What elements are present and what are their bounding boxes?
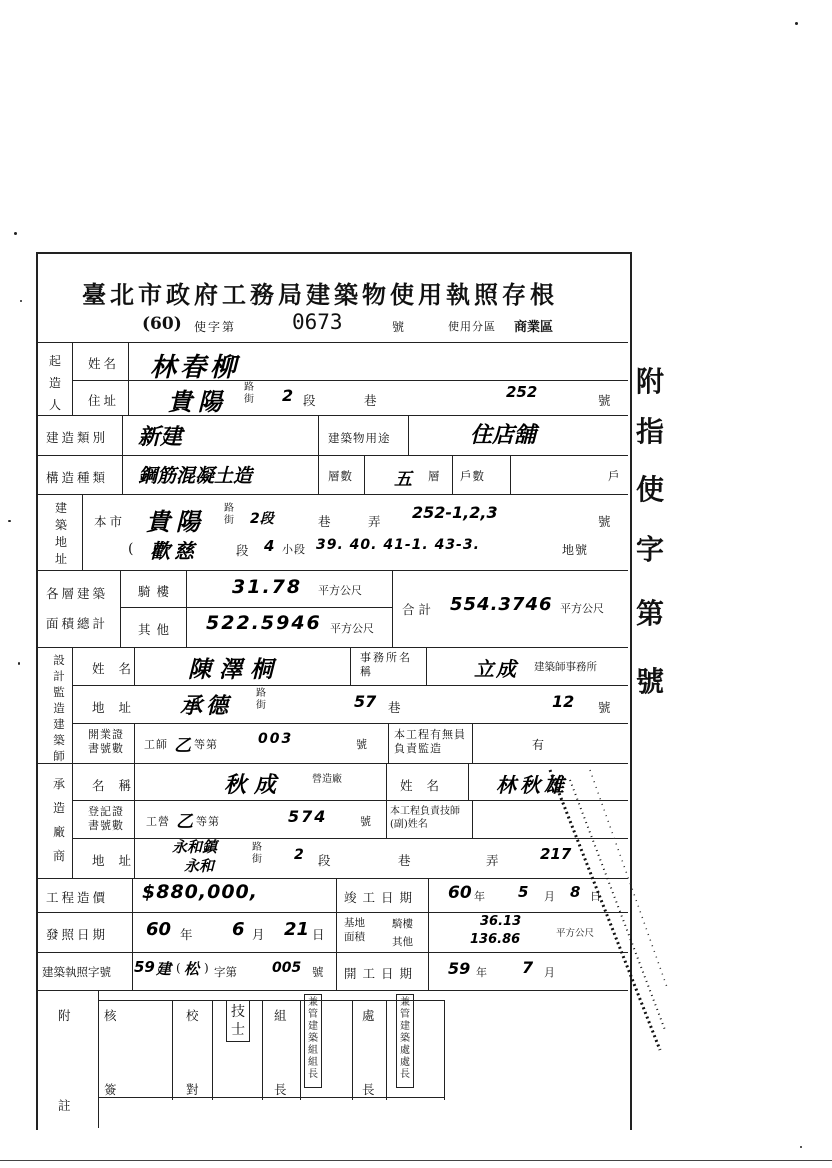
applicant-number-label: 號 <box>598 393 614 408</box>
margin-glyph-4: 第 <box>636 597 665 630</box>
build-permit-year: 59 <box>134 958 155 976</box>
arcade-label: 騎樓 <box>138 584 176 599</box>
applicant-road-label: 路街 <box>244 382 254 405</box>
other-unit: 平方公尺 <box>330 622 374 635</box>
license-number: 003 <box>258 731 294 747</box>
stamp-section-chief: 兼管建築組組長 <box>304 994 322 1088</box>
floors-value: 五 <box>394 469 412 490</box>
total-unit: 平方公尺 <box>560 602 604 615</box>
permit-number: 0673 <box>292 310 343 334</box>
subsection-value: 4 <box>264 537 275 555</box>
completion-day: 8 <box>570 883 581 901</box>
other-label: 其他 <box>138 622 176 637</box>
license-grade: 乙 <box>174 736 191 756</box>
site-area-label: 基地面積 <box>344 917 365 943</box>
applicant-section: 2 <box>282 386 294 405</box>
contractor-section-label: 承造廠商 <box>52 777 65 863</box>
office-suffix: 建築師事務所 <box>534 661 597 673</box>
issue-month: 6 <box>232 919 245 940</box>
architect-number-label: 號 <box>598 700 614 715</box>
completion-year: 60 <box>448 883 472 903</box>
license-label: 開業證書號數 <box>88 728 124 755</box>
approval-col3-bottom: 長 <box>274 1082 290 1097</box>
reg-label: 登記證書號數 <box>88 805 124 832</box>
structure-value: 鋼筋混凝土造 <box>138 465 253 487</box>
build-permit-type: 建 <box>156 960 172 978</box>
site-arcade-label: 騎樓 <box>392 918 413 930</box>
reg-text: 等第 <box>196 815 220 828</box>
margin-glyph-2: 使 <box>636 473 665 506</box>
license-suffix: 號 <box>356 738 370 751</box>
reg-prefix: 工營 <box>146 815 170 828</box>
approval-col1-top: 核 <box>104 1008 120 1023</box>
approval-col4-top: 處 <box>362 1008 378 1023</box>
start-year-unit: 年 <box>476 966 490 979</box>
issue-year-unit: 年 <box>180 927 196 942</box>
contractor-number: 217 <box>540 845 572 863</box>
build-permit-suffix: 號 <box>312 965 327 979</box>
address-alley-label: 弄 <box>368 514 384 529</box>
architect-lane-label: 巷 <box>388 700 404 715</box>
start-year: 59 <box>448 959 471 978</box>
margin-glyph-3: 字 <box>636 533 665 566</box>
approval-col1-bottom: 簽 <box>104 1082 120 1097</box>
permit-year: (60) <box>142 314 182 334</box>
structure-label: 構造種類 <box>46 470 109 485</box>
subsection-label: 小段 <box>282 543 306 556</box>
stamp-technician: 技士 <box>226 1000 250 1042</box>
floors-unit: 層 <box>428 469 443 483</box>
permit-prefix: 使字第 <box>194 320 237 334</box>
office-value: 立成 <box>474 657 518 681</box>
office-label: 事務所名稱 <box>360 651 412 678</box>
permit-suffix: 號 <box>392 320 405 334</box>
total-label: 合計 <box>402 602 436 617</box>
completion-month: 5 <box>518 883 529 901</box>
site-area-unit: 平方公尺 <box>556 928 595 939</box>
cost-value: $880,000, <box>142 881 258 903</box>
reg-grade: 乙 <box>176 812 193 832</box>
margin-glyph-5: 號 <box>636 665 665 698</box>
applicant-number: 252 <box>506 383 538 401</box>
area-label-bottom: 面積總計 <box>46 616 109 631</box>
supervise-value: 有 <box>532 738 548 752</box>
issue-month-unit: 月 <box>252 927 268 942</box>
category-label: 建造類別 <box>46 430 109 445</box>
issue-day: 21 <box>284 919 310 940</box>
form-title: 臺北市政府工務局建築物使用執照存根 <box>82 280 558 309</box>
contractor-name-label: 名稱 <box>92 778 146 793</box>
margin-glyph-1: 指 <box>636 415 665 448</box>
building-address-label: 建築地址 <box>54 501 67 566</box>
completion-year-unit: 年 <box>474 890 488 903</box>
site-arcade-value: 36.13 <box>480 914 522 929</box>
households-label: 戶數 <box>460 469 485 483</box>
contractor-alley-label: 弄 <box>486 853 502 868</box>
issue-day-unit: 日 <box>312 927 328 942</box>
lots-value: 39. 40. 41-1. 43-3. <box>316 537 480 553</box>
contractor-person-label: 姓名 <box>400 778 454 793</box>
households-value: 戶 <box>608 469 623 483</box>
approval-col2-top: 校 <box>186 1008 202 1023</box>
architect-section-label: 設計監造建築師 <box>53 653 65 763</box>
contractor-road-label: 路街 <box>252 842 262 865</box>
address-section: 2段 <box>250 511 274 527</box>
stamp-director: 兼管建築處處長 <box>396 994 414 1088</box>
applicant-street: 貴陽 <box>168 388 228 416</box>
architect-lane: 57 <box>354 692 377 711</box>
zone-value: 商業區 <box>514 320 554 335</box>
contractor-town: 永和鎮 <box>172 838 218 856</box>
notes-label-top: 附 <box>58 1008 74 1023</box>
contractor-address-label: 地址 <box>92 853 146 868</box>
city-label: 本市 <box>94 514 126 529</box>
use-label: 建築物用途 <box>328 431 391 445</box>
arcade-value: 31.78 <box>232 576 303 598</box>
applicant-lane-label: 巷 <box>364 393 380 408</box>
reg-suffix: 號 <box>360 815 374 828</box>
contractor-lane-label: 巷 <box>398 853 414 868</box>
contractor-person-value: 林秋雄 <box>496 773 568 797</box>
address-number: 252-1,2,3 <box>412 503 498 522</box>
address-number-label: 號 <box>598 514 614 529</box>
license-prefix: 工師 <box>144 738 168 751</box>
completion-day-unit: 日 <box>590 890 604 903</box>
reg-number: 574 <box>288 807 328 826</box>
completion-month-unit: 月 <box>544 890 558 903</box>
build-permit-label: 建築執照字號 <box>42 965 111 979</box>
license-text: 等第 <box>194 738 218 751</box>
arcade-unit: 平方公尺 <box>318 584 362 597</box>
applicant-name-value: 林春柳 <box>150 353 241 383</box>
margin-glyph-0: 附 <box>636 365 665 398</box>
approval-col3-top: 組 <box>274 1008 290 1023</box>
address-street: 貴陽 <box>146 508 206 536</box>
district-value: 歡慈 <box>150 539 198 563</box>
contractor-street: 永和 <box>184 857 215 875</box>
use-value: 住店舖 <box>470 423 537 448</box>
site-other-value: 136.86 <box>470 932 521 947</box>
category-value: 新建 <box>138 425 183 450</box>
other-value: 522.5946 <box>206 612 322 634</box>
supervise-label: 本工程有無員負責監造 <box>394 728 466 755</box>
permit-line <box>142 312 602 340</box>
applicant-name-label: 姓名 <box>88 356 120 371</box>
district-paren: ( <box>128 541 137 557</box>
start-month-unit: 月 <box>544 966 558 979</box>
contractor-name-value: 秋成 <box>224 773 285 798</box>
cost-label: 工程造價 <box>46 890 109 905</box>
scan-smudge <box>540 760 670 1060</box>
engineer-label: 本工程負責技師(副)姓名 <box>390 806 460 830</box>
issue-label: 發照日期 <box>46 927 109 942</box>
contractor-type: 營造廠 <box>312 774 342 785</box>
zone-label: 使用分區 <box>448 320 496 333</box>
build-permit-district: 松 <box>184 960 200 978</box>
site-other-label: 其他 <box>392 936 413 948</box>
contractor-section-unit: 段 <box>318 853 334 868</box>
build-permit-text: 字第 <box>214 965 237 979</box>
build-permit-paren: ( <box>176 961 184 975</box>
total-value: 554.3746 <box>450 594 553 615</box>
address-road-label: 路街 <box>224 503 234 526</box>
architect-street: 承德 <box>180 694 233 719</box>
applicant-address-label: 住址 <box>88 393 120 408</box>
area-label-top: 各層建築 <box>46 586 109 601</box>
issue-year: 60 <box>146 919 172 940</box>
applicant-section-unit: 段 <box>303 393 319 408</box>
architect-road-label: 路街 <box>256 688 266 711</box>
architect-address-label: 地址 <box>92 700 146 715</box>
architect-name-label: 姓名 <box>92 661 146 676</box>
contractor-section: 2 <box>294 847 304 863</box>
applicant-section-label: 起造人 <box>48 354 61 412</box>
start-label: 開工日期 <box>344 966 419 981</box>
architect-number: 12 <box>552 692 575 711</box>
architect-name-value: 陳澤桐 <box>188 657 281 683</box>
notes-label-bottom: 註 <box>58 1098 74 1113</box>
address-lane-label: 巷 <box>318 514 334 529</box>
lots-label: 地號 <box>562 543 589 557</box>
build-permit-number: 005 <box>272 960 302 976</box>
start-month: 7 <box>522 958 534 977</box>
district-label: 段 <box>236 543 252 558</box>
approval-col2-bottom: 對 <box>186 1082 202 1097</box>
approval-col4-bottom: 長 <box>362 1082 378 1097</box>
floors-label: 層數 <box>328 469 353 483</box>
completion-label: 竣工日期 <box>344 890 419 905</box>
build-permit-paren-close: ) <box>204 961 212 975</box>
